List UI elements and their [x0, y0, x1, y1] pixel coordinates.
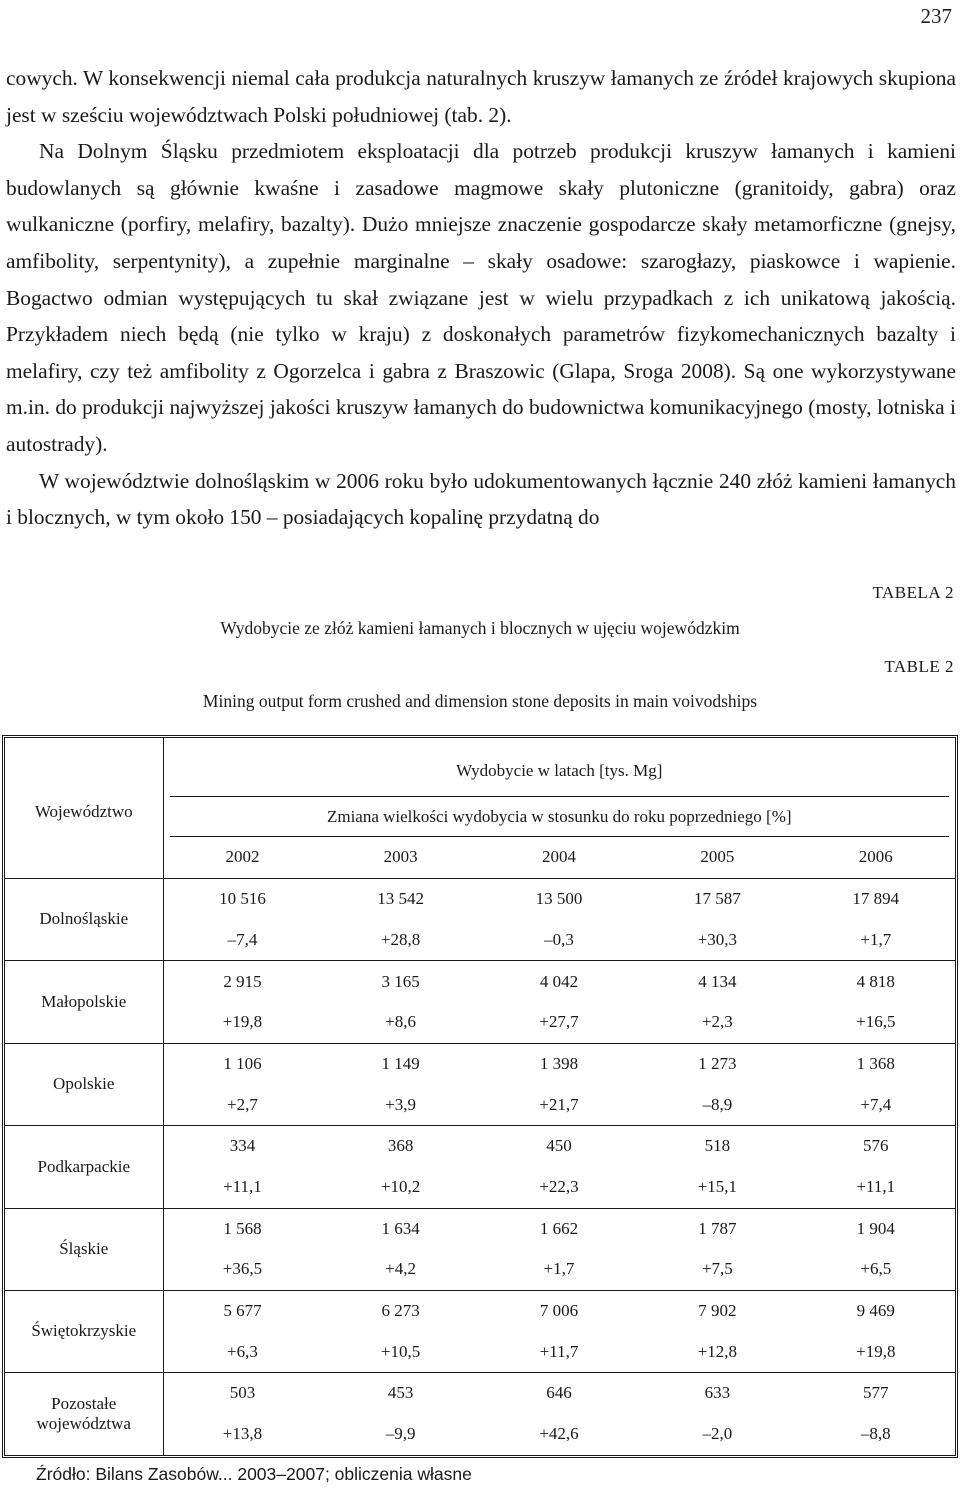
- output-value: 3 165: [381, 971, 420, 991]
- change-value: +13,8: [222, 1424, 263, 1444]
- change-header: Zmiana wielkości wydobycia w stosunku do roku poprzedniego [%]: [163, 797, 955, 837]
- change-value: +27,7: [480, 1002, 638, 1043]
- change-value: +11,1: [797, 1167, 955, 1208]
- change-value: –9,9: [385, 1424, 416, 1444]
- paragraph-3: W województwie dolnośląskim w 2006 roku było udokumentowanych łącznie 240 złóż kamieni łamanych i blocznych, w tym około 150 – posiadających kopalinę przydatną do: [6, 468, 956, 530]
- change-value: +11,1: [163, 1167, 321, 1208]
- output-value: 576: [863, 1136, 889, 1156]
- output-value: 7 902: [698, 1301, 737, 1321]
- output-value: 1 149: [381, 1053, 420, 1073]
- output-header: Wydobycie w latach [tys. Mg]: [163, 738, 955, 797]
- output-value: 13 542: [377, 889, 424, 909]
- body-text: [6, 60, 956, 536]
- output-value: 1 106: [223, 1053, 262, 1073]
- year-header: 2004: [480, 837, 638, 879]
- output-value: 1 273: [698, 1053, 737, 1073]
- output-value: 334: [229, 1136, 256, 1156]
- year-header: 2005: [638, 837, 796, 879]
- output-value: 6 273: [381, 1301, 420, 1321]
- change-value: +42,6: [539, 1424, 579, 1444]
- output-value: 13 500: [535, 889, 583, 909]
- change-value: +22,3: [480, 1167, 638, 1208]
- output-value: 503: [229, 1383, 256, 1403]
- change-value: +36,5: [163, 1249, 321, 1290]
- region-name: Świętokrzyskie: [5, 1290, 163, 1372]
- change-value: +6,5: [797, 1249, 955, 1290]
- region-name-line: Pozostałe: [51, 1393, 117, 1413]
- output-table: [5, 738, 955, 1455]
- output-value: 1 568: [223, 1218, 262, 1238]
- change-value: +16,5: [797, 1002, 955, 1043]
- table-caption-en: Mining output form crushed and dimension stone deposits in main voivodships: [202, 691, 758, 711]
- change-value: +1,7: [480, 1249, 638, 1290]
- output-value: 17 894: [852, 889, 900, 909]
- year-header: 2002: [163, 837, 321, 879]
- change-value: +1,7: [797, 920, 955, 961]
- change-value: –0,3: [480, 920, 638, 961]
- output-value: 1 662: [539, 1218, 579, 1238]
- output-value: 1 904: [856, 1218, 895, 1238]
- change-value: +19,8: [797, 1332, 955, 1373]
- change-value: –2,0: [702, 1424, 733, 1444]
- change-value: –8,9: [638, 1084, 796, 1125]
- change-value: +21,7: [480, 1084, 638, 1125]
- year-header: 2003: [321, 837, 479, 879]
- change-value: +28,8: [321, 920, 479, 961]
- output-value: 1 787: [698, 1218, 737, 1238]
- change-value: +10,5: [321, 1332, 479, 1373]
- table-id-pl: TABELA 2: [872, 583, 954, 602]
- output-value: 4 818: [856, 971, 895, 991]
- change-value: +7,5: [638, 1249, 796, 1290]
- table-row: [5, 879, 955, 920]
- output-value: 646: [546, 1383, 572, 1403]
- output-value: 633: [704, 1383, 731, 1403]
- paragraph-2: Na Dolnym Śląsku przedmiotem eksploatacji dla potrzeb produkcji kruszyw łamanych i kamieni budowlanych są głównie kwaśne i zasadowe magmowe skały plutoniczne (granitoidy, gabra) oraz wulkaniczne (porfiry, melafiry, bazalty). Dużo mniejsze znaczenie gospodarcze skały metamorficzne (gnejsy, amfibolity, serpentynity), a zupełnie marginalne – skały osadowe: szarogłazy, piaskowce i wapienie. Bogactwo odmian występujących tu skał związane jest w wielu przypadkach z ich unikatową jakością. Przykładem niech będą (nie tylko w kraju) z doskonałych parametrów fizykomechanicznych bazalty i melafiry, czy też amfibolity z Ogorzelca i gabra z Braszowic (Glapa, Sroga 2008). Są one wykorzystywane m.in. do produkcji najwyższej jakości kruszyw łamanych do budownictwa komunikacyjnego (mosty, lotniska i autostrady).: [6, 139, 956, 456]
- output-value: 4 134: [698, 971, 737, 991]
- table-row: [5, 1043, 955, 1084]
- output-value: 2 915: [223, 971, 262, 991]
- change-value: +7,4: [797, 1084, 955, 1125]
- output-value: 4 042: [539, 971, 579, 991]
- region-name: Podkarpackie: [5, 1126, 163, 1208]
- table-row: [5, 1126, 955, 1167]
- region-name: Małopolskie: [5, 961, 163, 1043]
- change-value: +15,1: [638, 1167, 796, 1208]
- output-value: 9 469: [856, 1301, 895, 1321]
- output-value: 5 677: [223, 1301, 262, 1321]
- table-id-en: TABLE 2: [884, 657, 954, 676]
- output-value: 17 587: [693, 889, 741, 909]
- output-value: 10 516: [219, 889, 266, 909]
- output-value: 1 398: [539, 1053, 579, 1073]
- table-row: [5, 1373, 955, 1414]
- paragraph-1: cowych. W konsekwencji niemal cała produkcja naturalnych kruszyw łamanych ze źródeł krajowych skupiona jest w sześciu województwach Polski południowej (tab. 2).: [6, 66, 956, 127]
- output-value: 450: [546, 1136, 572, 1156]
- change-value: +19,8: [163, 1002, 321, 1043]
- table-source: Źródło: Bilans Zasobów... 2003–2007; obliczenia własne: [36, 1464, 472, 1484]
- region-name: Dolnośląskie: [5, 879, 163, 961]
- region-column-header: Województwo: [5, 738, 163, 879]
- output-value: 453: [387, 1383, 414, 1403]
- year-header: 2006: [797, 837, 955, 879]
- table-row: [5, 1208, 955, 1249]
- table-row: [5, 1290, 955, 1331]
- change-value: +6,3: [163, 1332, 321, 1373]
- table-caption-pl: Wydobycie ze złóż kamieni łamanych i blocznych w ujęciu wojewódzkim: [220, 618, 740, 638]
- output-value: 7 006: [539, 1301, 579, 1321]
- change-value: +10,2: [321, 1167, 479, 1208]
- change-value: +30,3: [638, 920, 796, 961]
- change-value: +2,7: [163, 1084, 321, 1125]
- change-value: +11,7: [480, 1332, 638, 1373]
- change-value: +4,2: [321, 1249, 479, 1290]
- change-value: –8,8: [860, 1424, 891, 1444]
- change-value: +8,6: [321, 1002, 479, 1043]
- change-value: +12,8: [638, 1332, 796, 1373]
- change-value: +3,9: [321, 1084, 479, 1125]
- page-number: 237: [920, 4, 952, 28]
- region-name-line: województwa: [36, 1413, 131, 1433]
- change-value: +2,3: [638, 1002, 796, 1043]
- table-row: [5, 961, 955, 1002]
- region-name: [5, 1373, 163, 1455]
- region-name: Opolskie: [5, 1043, 163, 1125]
- region-name: Śląskie: [5, 1208, 163, 1290]
- output-value: 1 634: [381, 1218, 420, 1238]
- output-value: 368: [387, 1136, 414, 1156]
- output-value: 1 368: [856, 1053, 895, 1073]
- output-value: 518: [704, 1136, 731, 1156]
- change-value: –7,4: [163, 920, 321, 961]
- output-value: 577: [863, 1383, 889, 1403]
